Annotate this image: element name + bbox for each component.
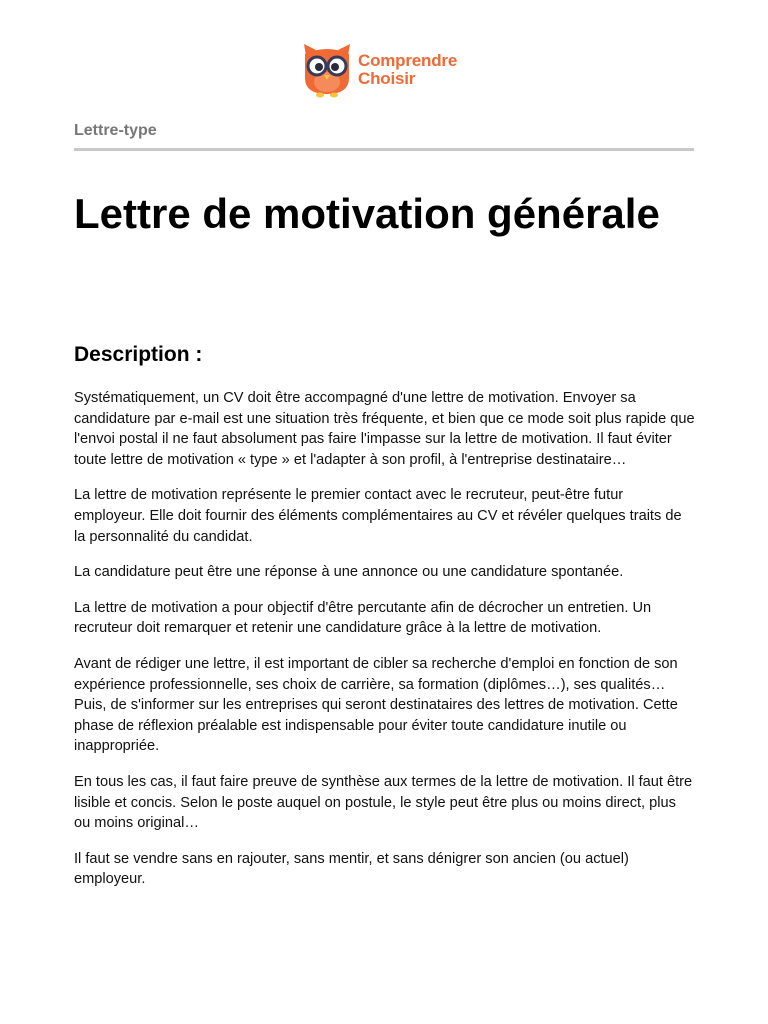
document-category: Lettre-type [74, 122, 157, 139]
paragraph: Systématiquement, un CV doit être accompagné d'une lettre de motivation. Envoyer sa candidature par e-mail est une situation très fréquente, et bien que ce mode soit plus rapide que l'envoi postal il ne faut absolument pas faire l'impasse sur la lettre de motivation. Il faut éviter toute lettre de motivation « type » et l'adapter à son profil, à l'entreprise destinataire… [74, 390, 695, 468]
section-heading: Description : [74, 343, 203, 366]
paragraph: La candidature peut être une réponse à une annonce ou une candidature spontanée. [74, 564, 624, 581]
document-title: Lettre de motivation générale [74, 190, 660, 237]
brand-logo [302, 42, 457, 98]
owl-logo-icon [302, 42, 352, 98]
brand-line-1: Comprendre [358, 51, 458, 70]
paragraph: Il faut se vendre sans en rajouter, sans mentir, et sans dénigrer son ancien (ou actuel) employeur. [74, 850, 629, 888]
paragraph: Avant de rédiger une lettre, il est important de cibler sa recherche d'emploi en fonction de son expérience professionnelle, ses choix de carrière, sa formation (diplômes…), ses qualités… Puis, de s'informer sur les entreprises qui seront destinataires des lettres de motivation. Cette phase de réflexion préalable est indispensable pour éviter toute candidature inutile ou inappropriée. [74, 655, 678, 755]
paragraph: La lettre de motivation représente le premier contact avec le recruteur, peut-être futur employeur. Elle doit fournir des éléments complémentaires au CV et révéler quelques traits de la personnalité du candidat. [74, 487, 682, 545]
category-divider [74, 148, 694, 151]
paragraph: En tous les cas, il faut faire preuve de synthèse aux termes de la lettre de motivation. Il faut être lisible et concis. Selon le poste auquel on postule, le style peut être plus ou moins direct, plus ou moins original… [74, 773, 693, 832]
brand-name [358, 52, 457, 88]
description-body [74, 388, 696, 905]
paragraph: La lettre de motivation a pour objectif d'être percutante afin de décrocher un entretien. Un recruteur doit remarquer et retenir une candidature grâce à la lettre de motivation. [74, 599, 652, 637]
brand-line-2: Choisir [358, 69, 416, 88]
